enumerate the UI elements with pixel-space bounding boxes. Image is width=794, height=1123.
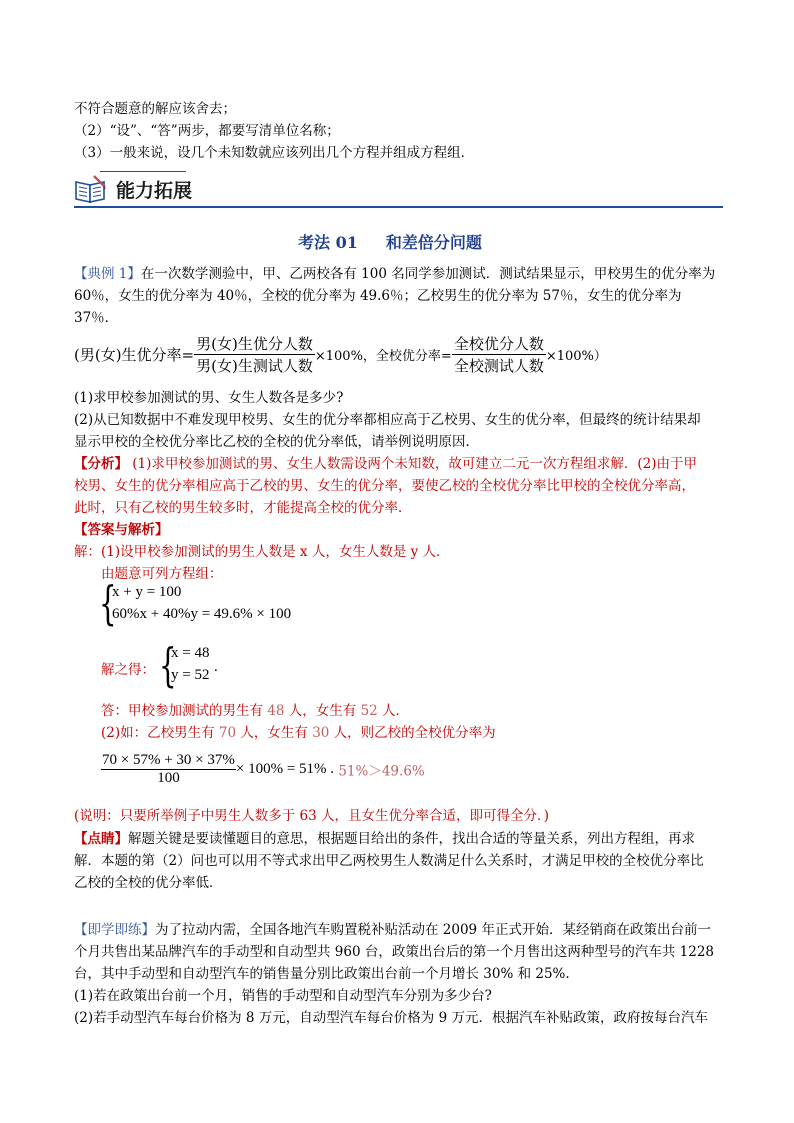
equation-1: x + y = 100	[112, 584, 182, 600]
question-2b: 显示甲校的全校优分率比乙校的全校的优分率低，请举例说明原因．	[74, 434, 479, 450]
solution-line-2: 由题意可列方程组：	[101, 566, 223, 582]
section-title: 能力拓展	[116, 180, 193, 202]
section-header	[74, 172, 723, 208]
calculation	[101, 752, 425, 787]
method-title: 和差倍分问题	[385, 233, 482, 252]
solve-label: 解之得：	[101, 662, 155, 678]
example-line-3: 37％．	[74, 310, 119, 326]
part-2-example: (2)如：乙校男生有 70 人，女生有 30 人，则乙校的全校优分率为	[101, 725, 496, 741]
practice-question-2: (2)若手动型汽车每台价格为 8 万元，自动型汽车每台价格为 9 万元．根据汽车补贴政策，政府按每台汽车	[74, 1010, 708, 1026]
result-y: y = 52	[171, 667, 210, 683]
question-2a: (2)从已知数据中不难发现甲校男、女生的优分率都相应高于乙校男、女生的优分率，但最终的统计结果却	[74, 412, 701, 428]
formula-frac1-num: 男(女)生优分人数	[196, 335, 313, 353]
calc-result: × 100% = 51% .	[235, 761, 335, 777]
intro-line-3: （3）一般来说，设几个未知数就应该列出几个方程并组成方程组．	[74, 145, 475, 161]
equation-brace: {	[99, 576, 117, 630]
practice-line-1: 【即学即练】为了拉动内需，全国各地汽车购置税补贴活动在 2009 年正式开始．某经销商在政策出台前一	[74, 922, 711, 938]
section-rule	[74, 206, 723, 208]
analysis-line-3: 此时，只有乙校的男生较多时，才能提高全校的优分率．	[74, 500, 412, 516]
conclusion-1: 答：甲校参加测试的男生有 48 人，女生有 52 人．	[101, 703, 410, 719]
analysis-line-2: 校男、女生的优分率相应高于乙校的男、女生的优分率，要使乙校的全校优分率比甲校的全校优分率高，	[74, 478, 695, 494]
practice-line-2: 个月共售出某品牌汽车的手动型和自动型共 960 台，政策出台后的第一个月售出这两种型号的汽车共 1228	[74, 944, 714, 960]
method-heading	[298, 230, 482, 253]
result-x: x = 48	[171, 645, 210, 661]
analysis-tag: 【分析】	[74, 456, 128, 472]
intro-line-1: 不符合题意的解应该舍去；	[74, 101, 236, 117]
point-tag: 【点睛】	[74, 831, 128, 847]
practice-question-1: (1)若在政策出台前一个月，销售的手动型和自动型汽车分别为多少台?	[74, 988, 492, 1004]
example-formula: (男(女)生优分率= $\frac{\text{男(女)生优分人数}}{\text{男(女)生测试人数}}$ ×100%，全校优分率= $\frac{\text{全校优分人数}}{\text{全校测试人数}}$ ×100%）	[74, 335, 607, 375]
section-top-rule	[100, 171, 186, 172]
formula-frac2-den: 全校测试人数	[453, 357, 544, 375]
calc-denominator: 100	[157, 770, 180, 786]
open-book-pencil-icon	[74, 174, 108, 204]
result-period: .	[214, 659, 218, 675]
point-line-1: 【点睛】解题关键是要读懂题目的意思，根据题目给出的条件，找出合适的等量关系，列出方程组，再求	[74, 831, 695, 847]
equation-2: 60%x + 40%y = 49.6% × 100	[112, 606, 292, 622]
practice-line-3: 台，其中手动型和自动型汽车的销售量分别比政策出台前一个月增长 30% 和 25%.	[74, 966, 570, 982]
intro-line-2: （2）“设”、“答”两步，都要写清单位名称；	[74, 123, 340, 139]
analysis-line-1: 【分析】 (1)求甲校参加测试的男、女生人数需设两个未知数，故可建立二元一次方程组求解．(2)由于甲	[74, 456, 698, 472]
method-label: 考法 01	[298, 233, 358, 252]
question-1: (1)求甲校参加测试的男、女生人数各是多少?	[74, 390, 344, 406]
answer-note: (说明：只要所举例子中男生人数多于 63 人，且女生优分率合适，即可得全分．)	[74, 808, 550, 824]
formula-frac2-num: 全校优分人数	[453, 335, 544, 353]
example-line-1: 【典例 1】在一次数学测验中，甲、乙两校各有 100 名同学参加测试．测试结果显示，甲校男生的优分率为	[74, 266, 716, 282]
calc-numerator: 70 × 57% + 30 × 37%	[102, 752, 235, 768]
answer-tag: 【答案与解析】	[74, 522, 169, 538]
example-tag: 【典例 1】	[74, 266, 141, 282]
result-brace: {	[159, 638, 177, 692]
point-line-3: 乙校的全校的优分率低．	[74, 875, 223, 891]
point-line-2: 解．本题的第（2）问也可以用不等式求出甲乙两校男生人数满足什么关系时，才满足甲校的全校优分率比	[74, 853, 704, 869]
solution-line-1: 解：(1)设甲校参加测试的男生人数是 x 人，女生人数是 y 人．	[74, 544, 450, 560]
example-line-2: 60％，女生的优分率为 40％，全校的优分率为 49.6％；乙校男生的优分率为 57％，女生的优分率为	[74, 288, 682, 304]
calc-compare: 51%＞49.6%	[334, 763, 425, 780]
practice-tag: 【即学即练】	[74, 922, 155, 938]
formula-frac1-den: 男(女)生测试人数	[196, 357, 313, 375]
